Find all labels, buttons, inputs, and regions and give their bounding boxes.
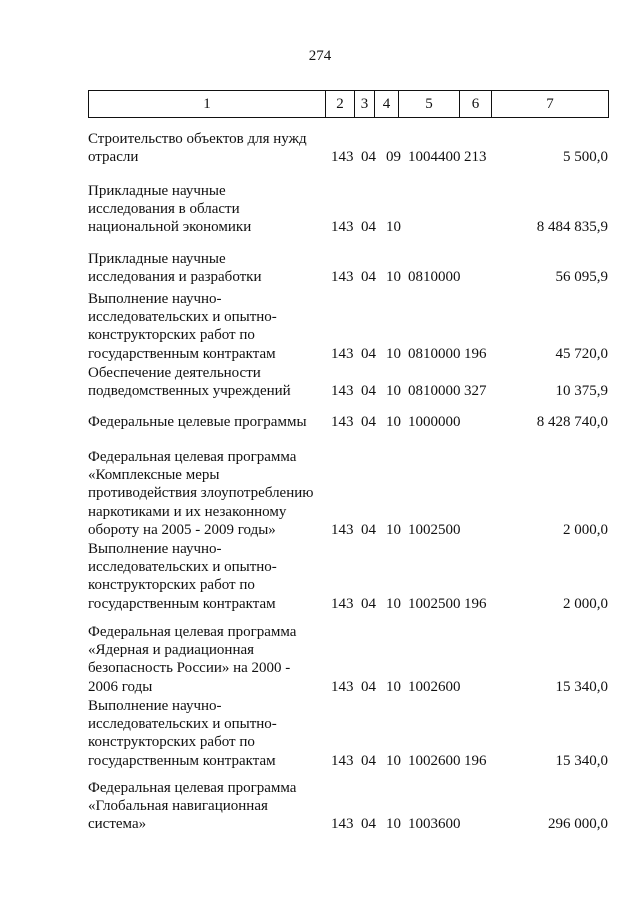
- row-amount: 5 500,0: [563, 149, 608, 166]
- code-ministry: 143: [331, 383, 354, 400]
- table-row: [0, 413, 640, 431]
- table-row: [0, 697, 640, 770]
- column-header-7: 7: [491, 91, 608, 117]
- code-ministry: 143: [331, 413, 354, 430]
- code-target-article: 0810000: [408, 269, 461, 286]
- row-codes: [331, 595, 494, 613]
- row-codes: [331, 268, 494, 286]
- row-name-line: Прикладные научные: [88, 251, 226, 267]
- row-codes: [331, 521, 494, 539]
- column-header-5: 5: [398, 91, 459, 117]
- code-ministry: 143: [331, 345, 354, 362]
- row-amount: 8 484 835,9: [536, 219, 608, 236]
- row-codes: [331, 345, 494, 363]
- code-section: 04: [361, 752, 376, 769]
- code-ministry: 143: [331, 219, 354, 236]
- code-section: 04: [361, 149, 376, 166]
- row-name-line: национальной экономики: [88, 219, 252, 236]
- row-name-line: Выполнение научно-: [88, 698, 222, 714]
- code-section: 04: [361, 219, 376, 236]
- row-name-line: конструкторских работ по: [88, 577, 255, 594]
- code-section: 04: [361, 345, 376, 362]
- row-name-line: исследовательских и опытно-: [88, 716, 277, 733]
- row-amount: 56 095,9: [555, 269, 608, 286]
- code-subsection: 10: [386, 816, 401, 833]
- code-expense-type: 196: [464, 595, 487, 612]
- code-ministry: 143: [331, 816, 354, 833]
- code-target-article: 1003600: [408, 816, 461, 833]
- code-section: 04: [361, 816, 376, 833]
- column-header-6: 6: [459, 91, 491, 117]
- row-amount: 8 428 740,0: [536, 413, 608, 430]
- row-amount: 45 720,0: [555, 345, 608, 362]
- table-row: [0, 182, 640, 237]
- row-name-line: отрасли: [88, 149, 139, 166]
- code-ministry: 143: [331, 678, 354, 695]
- row-name: [88, 290, 320, 363]
- row-name: [88, 250, 320, 286]
- row-name-line: конструкторских работ по: [88, 734, 255, 751]
- row-name-line: «Глобальная навигационная: [88, 798, 268, 815]
- row-name-line: конструкторских работ по: [88, 327, 255, 344]
- table-row: [0, 250, 640, 286]
- code-expense-type: 213: [464, 149, 487, 166]
- column-header-3: 3: [354, 91, 374, 117]
- code-section: 04: [361, 678, 376, 695]
- code-subsection: 10: [386, 219, 401, 236]
- row-name: [88, 182, 320, 237]
- row-codes: [331, 413, 494, 431]
- row-name-line: Выполнение научно-: [88, 291, 222, 307]
- page-number: 274: [308, 48, 332, 64]
- row-name-line: безопасность России» на 2000 -: [88, 660, 291, 677]
- column-header-1: 1: [203, 95, 211, 112]
- code-section: 04: [361, 595, 376, 612]
- row-name: [88, 364, 320, 400]
- code-expense-type: 196: [464, 345, 487, 362]
- code-expense-type: 196: [464, 752, 487, 769]
- row-name-line: наркотиками и их незаконному: [88, 503, 287, 520]
- code-section: 04: [361, 521, 376, 538]
- row-amount: 15 340,0: [555, 752, 608, 769]
- code-subsection: 10: [386, 413, 401, 430]
- row-amount: 15 340,0: [555, 678, 608, 695]
- code-subsection: 10: [386, 269, 401, 286]
- row-name-line: «Ядерная и радиационная: [88, 642, 255, 659]
- code-expense-type: 327: [464, 383, 487, 400]
- row-name: [88, 413, 320, 431]
- row-codes: [331, 148, 494, 166]
- row-name-line: исследования в области: [88, 201, 240, 218]
- row-name-line: Федеральная целевая программа: [88, 449, 297, 465]
- row-name-line: Выполнение научно-: [88, 541, 222, 557]
- row-name-line: исследования и разработки: [88, 269, 262, 286]
- table-row: [0, 779, 640, 834]
- row-name-line: государственным контрактам: [88, 752, 276, 769]
- code-subsection: 10: [386, 752, 401, 769]
- code-target-article: 1002600: [408, 752, 461, 769]
- code-ministry: 143: [331, 269, 354, 286]
- row-codes: [331, 382, 494, 400]
- row-name: [88, 697, 320, 770]
- table-row: [0, 364, 640, 400]
- row-name-line: государственным контрактам: [88, 595, 276, 612]
- row-name-line: система»: [88, 816, 147, 833]
- row-name-line: Федеральная целевая программа: [88, 624, 297, 640]
- code-subsection: 10: [386, 678, 401, 695]
- column-header-4: 4: [374, 91, 398, 117]
- row-name: [88, 130, 320, 166]
- table-row: [0, 130, 640, 166]
- code-subsection: 10: [386, 383, 401, 400]
- row-amount: 2 000,0: [563, 595, 608, 612]
- row-codes: [331, 815, 494, 833]
- code-ministry: 143: [331, 149, 354, 166]
- code-subsection: 10: [386, 345, 401, 362]
- row-name-line: Прикладные научные: [88, 183, 226, 199]
- code-ministry: 143: [331, 752, 354, 769]
- code-target-article: 1002500: [408, 521, 461, 538]
- row-name-line: противодействия злоупотреблению: [88, 485, 314, 502]
- row-codes: [331, 752, 494, 770]
- row-amount: 2 000,0: [563, 521, 608, 538]
- code-section: 04: [361, 269, 376, 286]
- code-target-article: 1002600: [408, 678, 461, 695]
- row-name: [88, 448, 320, 539]
- row-name-line: 2006 годы: [88, 678, 153, 695]
- code-target-article: 0810000: [408, 383, 461, 400]
- row-name-line: Обеспечение деятельности: [88, 365, 261, 381]
- table-row: [0, 540, 640, 613]
- row-codes: [331, 678, 494, 696]
- code-ministry: 143: [331, 521, 354, 538]
- code-subsection: 10: [386, 595, 401, 612]
- code-ministry: 143: [331, 595, 354, 612]
- code-subsection: 10: [386, 521, 401, 538]
- code-target-article: 1002500: [408, 595, 461, 612]
- column-header-2: 2: [325, 91, 354, 117]
- row-name-line: Федеральные целевые программы: [88, 414, 307, 430]
- row-name-line: Строительство объектов для нужд: [88, 131, 307, 147]
- code-target-article: 1004400: [408, 149, 461, 166]
- row-name-line: исследовательских и опытно-: [88, 559, 277, 576]
- code-target-article: 1000000: [408, 413, 461, 430]
- row-name-line: Федеральная целевая программа: [88, 780, 297, 796]
- row-name-line: подведомственных учреждений: [88, 383, 291, 400]
- row-amount: 10 375,9: [555, 383, 608, 400]
- row-name: [88, 623, 320, 696]
- row-codes: [331, 218, 494, 236]
- row-name: [88, 779, 320, 834]
- row-amount: 296 000,0: [548, 816, 608, 833]
- row-name-line: «Комплексные меры: [88, 467, 220, 484]
- table-row: [0, 448, 640, 539]
- table-row: [0, 290, 640, 363]
- code-target-article: 0810000: [408, 345, 461, 362]
- code-subsection: 09: [386, 149, 401, 166]
- row-name: [88, 540, 320, 613]
- row-name-line: государственным контрактам: [88, 345, 276, 362]
- row-name-line: исследовательских и опытно-: [88, 309, 277, 326]
- table-row: [0, 623, 640, 696]
- row-name-line: обороту на 2005 - 2009 годы»: [88, 521, 276, 538]
- code-section: 04: [361, 413, 376, 430]
- code-section: 04: [361, 383, 376, 400]
